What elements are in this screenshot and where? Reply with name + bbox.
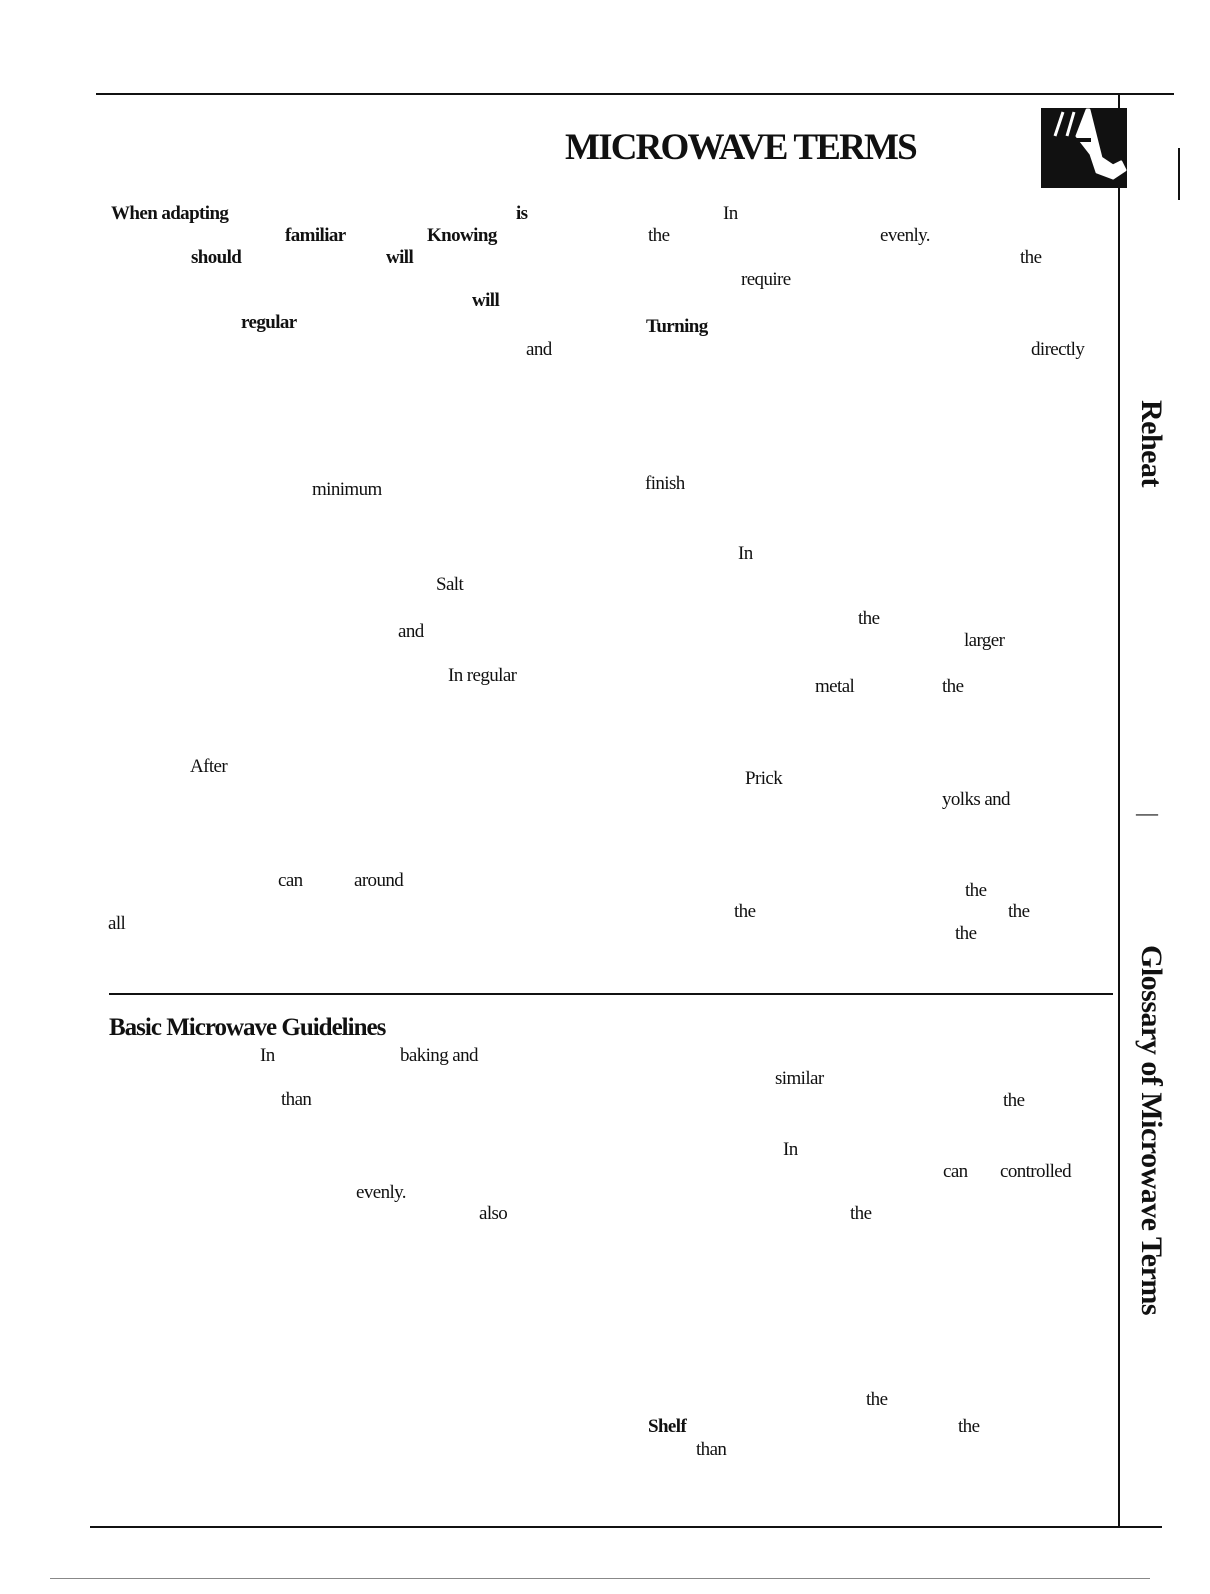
glossary-word: the [965, 880, 987, 901]
glossary-word: When adapting [111, 203, 229, 224]
glossary-word: regular [241, 312, 297, 333]
glossary-word: After [190, 756, 228, 777]
glossary-word: evenly. [880, 225, 930, 246]
page-bottom-edge [50, 1578, 1150, 1579]
page-title: MICROWAVE TERMS [565, 127, 916, 168]
glossary-word: metal [815, 676, 855, 697]
glossary-word: minimum [312, 479, 382, 500]
sidebar-divider [1118, 93, 1120, 1527]
guidelines-word: than [281, 1089, 312, 1110]
glossary-word: the [955, 923, 977, 944]
guidelines-word: In [783, 1139, 798, 1160]
guidelines-word: In [260, 1045, 275, 1066]
glossary-word: yolks and [942, 789, 1010, 810]
glossary-word: the [648, 225, 670, 246]
edge-tick [1178, 148, 1180, 200]
glossary-word: Knowing [427, 225, 497, 246]
glossary-word: and [398, 621, 424, 642]
guidelines-word: the [850, 1203, 872, 1224]
guidelines-word: controlled [1000, 1161, 1072, 1182]
top-rule [96, 93, 1174, 95]
hand-touchpad-icon [1041, 108, 1127, 188]
glossary-word: finish [645, 473, 685, 494]
guidelines-word: the [1003, 1090, 1025, 1111]
section-heading: Basic Microwave Guidelines [109, 1014, 386, 1041]
glossary-word: the [734, 901, 756, 922]
guidelines-word: than [696, 1439, 727, 1460]
guidelines-word: also [479, 1203, 508, 1224]
guidelines-word: the [958, 1416, 980, 1437]
glossary-word: the [858, 608, 880, 629]
glossary-word: around [354, 870, 404, 891]
guidelines-word: similar [775, 1068, 824, 1089]
guidelines-word: can [943, 1161, 968, 1182]
glossary-word: can [278, 870, 303, 891]
guidelines-word: baking and [400, 1045, 478, 1066]
glossary-word: Prick [745, 768, 783, 789]
glossary-word: larger [964, 630, 1005, 651]
tab-glossary-of-microwave-terms[interactable]: Glossary of Microwave Terms [1135, 945, 1168, 1316]
glossary-word: will [386, 247, 414, 268]
glossary-word: will [472, 290, 500, 311]
glossary-word: Salt [436, 574, 464, 595]
glossary-word: should [191, 247, 242, 268]
glossary-word: the [1020, 247, 1042, 268]
guidelines-word: evenly. [356, 1182, 406, 1203]
glossary-word: In regular [448, 665, 517, 686]
glossary-word: the [1008, 901, 1030, 922]
glossary-word: is [516, 203, 528, 224]
glossary-word: the [942, 676, 964, 697]
section-divider [109, 993, 1113, 995]
guidelines-word: the [866, 1389, 888, 1410]
glossary-word: directly [1031, 339, 1085, 360]
guidelines-word: Shelf [648, 1416, 687, 1437]
glossary-word: In [738, 543, 753, 564]
glossary-word: and [526, 339, 552, 360]
glossary-word: require [741, 269, 791, 290]
glossary-word: familiar [285, 225, 346, 246]
glossary-word: In [723, 203, 738, 224]
glossary-word: all [108, 913, 126, 934]
tab-reheat[interactable]: Reheat [1135, 400, 1168, 487]
glossary-word: Turning [646, 316, 708, 337]
bottom-rule [90, 1526, 1162, 1528]
tab-separator: — [1136, 800, 1158, 825]
